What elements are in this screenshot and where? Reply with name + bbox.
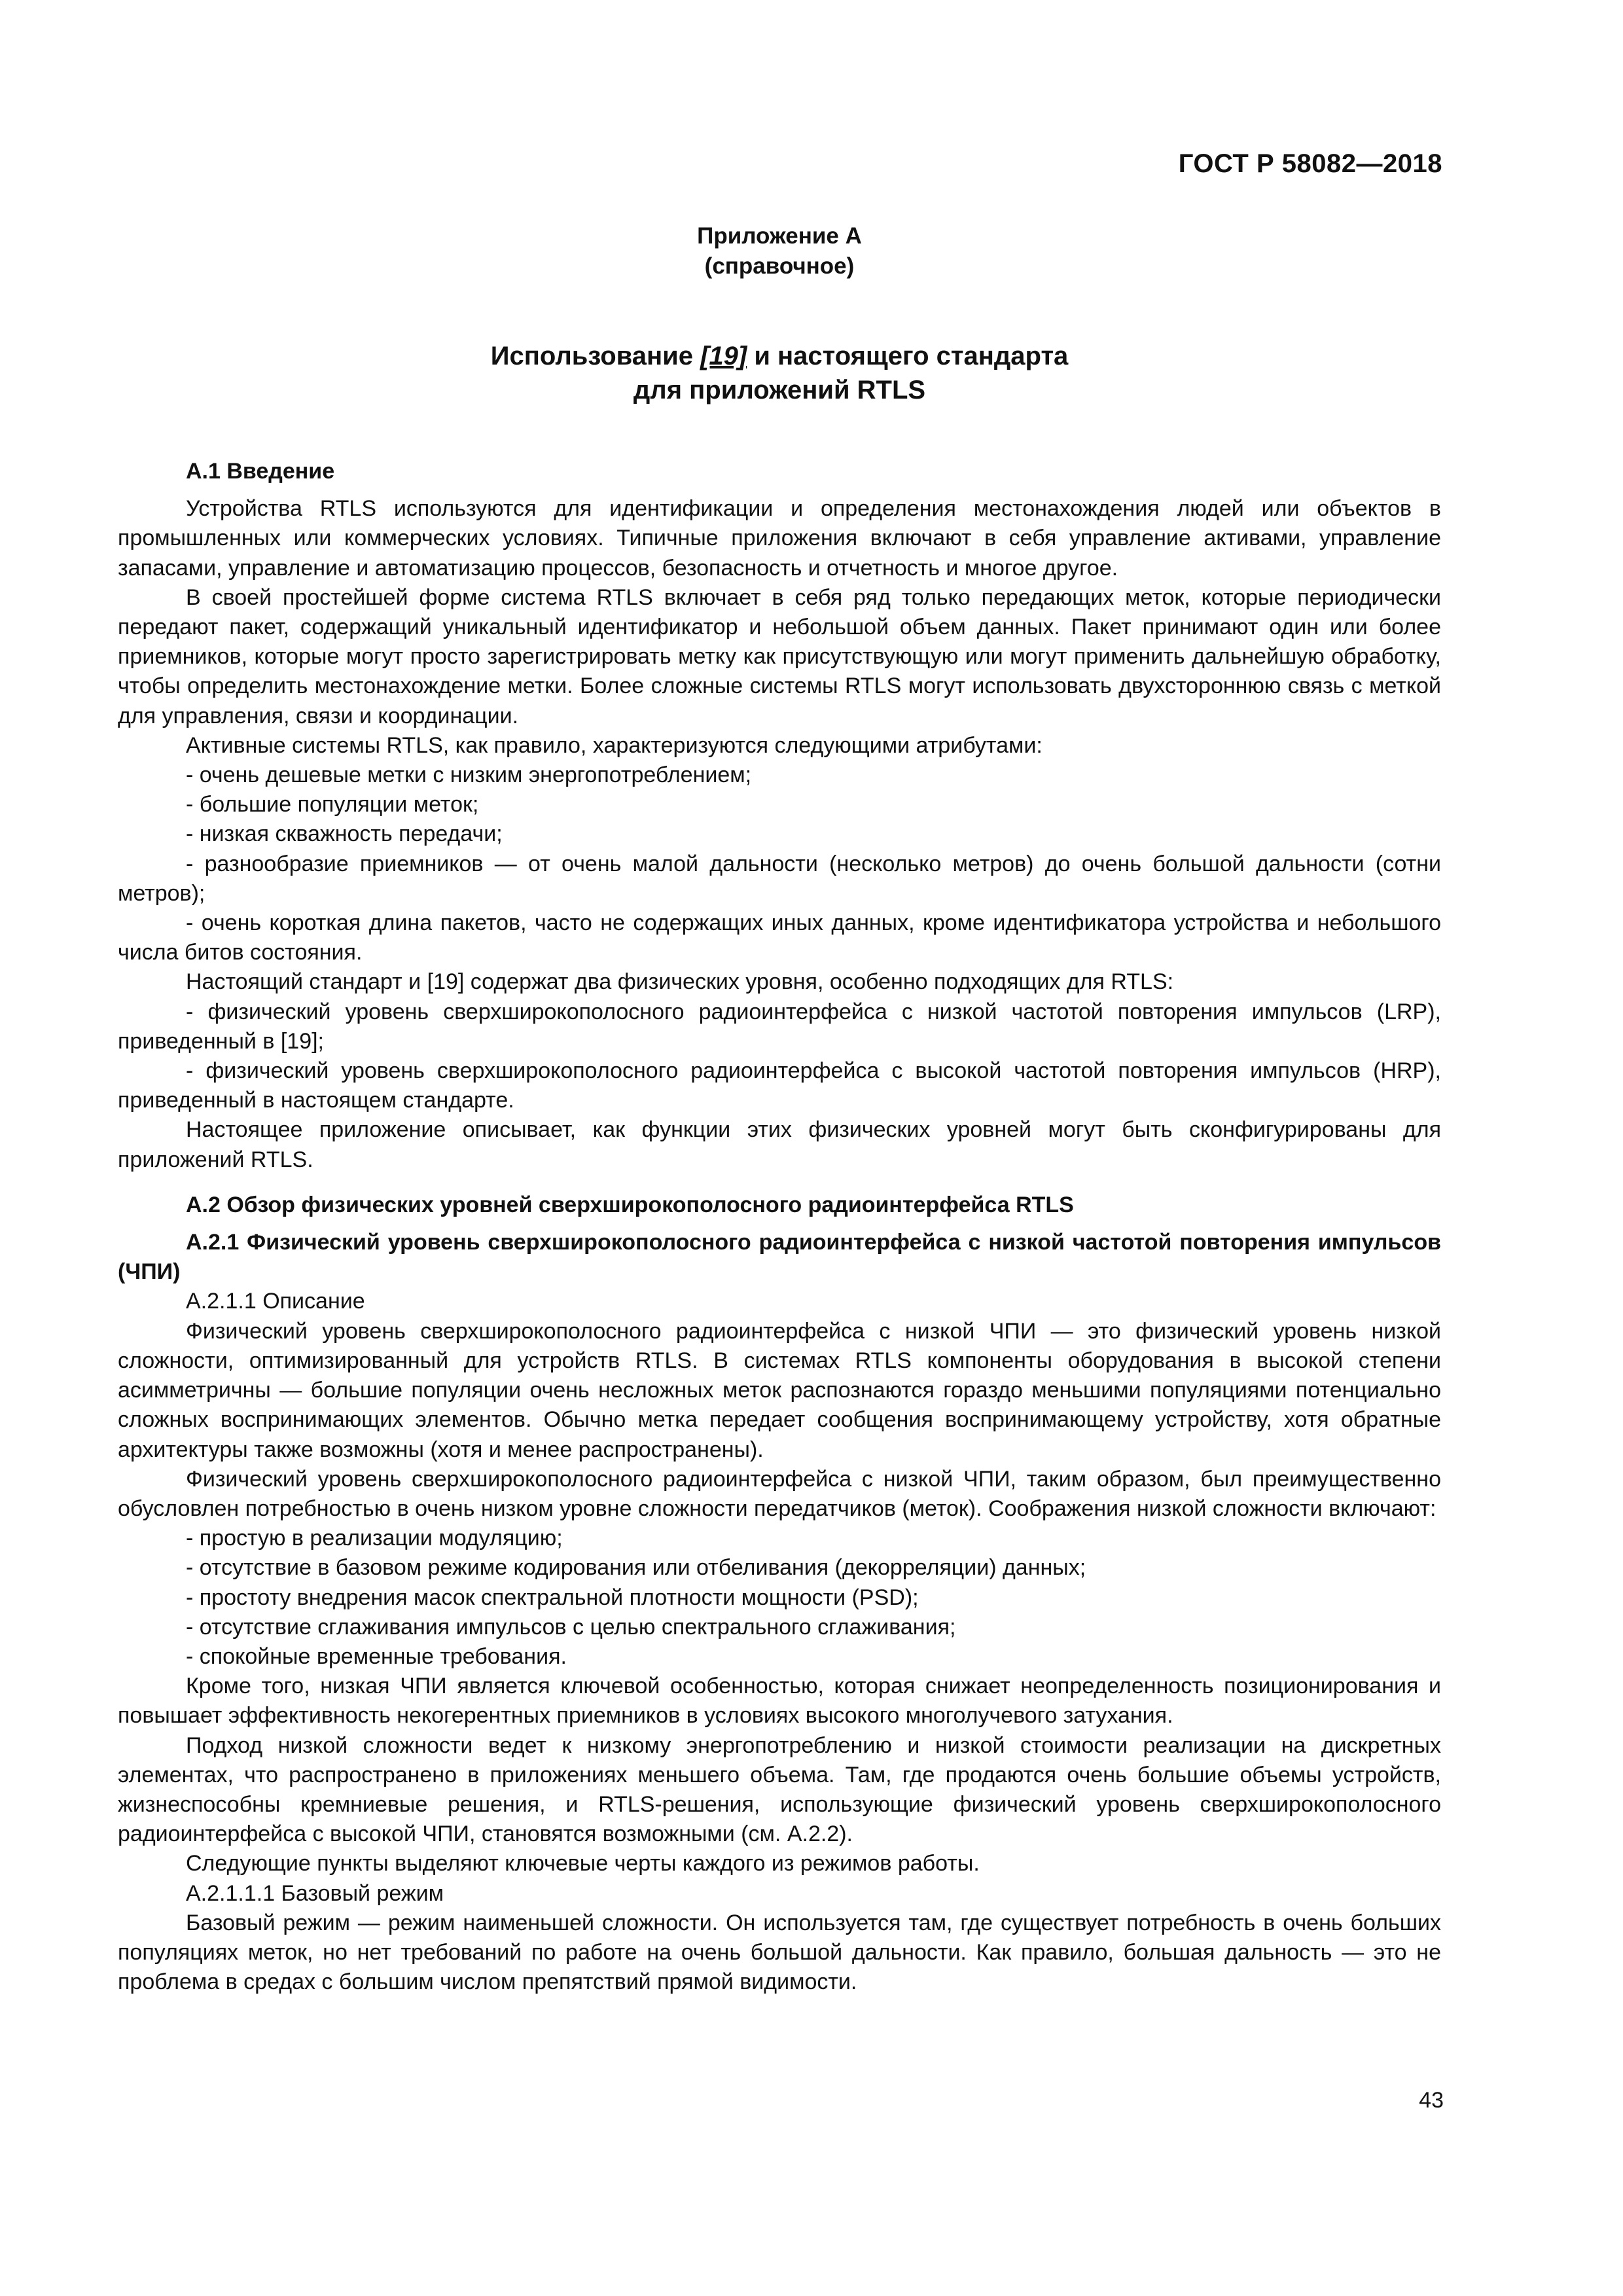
annex-title-text-2: и настоящего стандарта [747, 342, 1069, 370]
standard-code: ГОСТ Р 58082—2018 [1178, 149, 1442, 178]
paragraph: Физический уровень сверхширокополосного радиоинтерфейса с низкой ЧПИ — это физический уровень низкой сложности, оптимизированный для устройств RTLS. В системах RTLS компоненты оборудования в высокой степени асимметричны — большие популяции очень несложных меток распознаются гораздо меньшими популяциями потенциально сложных воспринимающих элементов. Обычно метка передает сообщения воспринимающему устройству, хотя обратные архитектуры также возможны (хотя и менее распространены). [118, 1318, 1441, 1462]
paragraph: Подход низкой сложности ведет к низкому энергопотреблению и низкой стоимости реализации на дискретных элементах, что распространено в приложениях меньшего объема. Там, где продаются очень большие объемы устройств, жизнеспособны кремниевые решения, и RTLS-решения, использующие физический уровень сверхширокополосного радиоинтерфейса с высокой ЧПИ, становятся возможными (см. А.2.2). [118, 1732, 1441, 1847]
list-item: - отсутствие сглаживания импульсов с целью спектрального сглаживания; [186, 1614, 956, 1640]
list-item: - низкая скважность передачи; [186, 821, 503, 847]
paragraph: Активные системы RTLS, как правило, характеризуются следующими атрибутами: [186, 732, 1043, 758]
section-heading-a1: А.1 Введение [186, 459, 335, 484]
list-item: - физический уровень сверхширокополосного радиоинтерфейса с высокой частотой повторения импульсов (HRP), приведенный в настоящем стандарте. [118, 1058, 1441, 1113]
paragraph: Физический уровень сверхширокополосного радиоинтерфейса с низкой ЧПИ, таким образом, был преимущественно обусловлен потребностью в очень низком уровне сложности передатчиков (меток). Соображения низкой сложности включают: [118, 1466, 1441, 1521]
annex-title-reference-link[interactable]: [19] [700, 342, 747, 370]
list-item: - очень короткая длина пакетов, часто не содержащих иных данных, кроме идентификатора устройства и небольшого числа битов состояния. [118, 910, 1441, 965]
paragraph: В своей простейшей форме система RTLS включает в себя ряд только передающих меток, которые периодически передают пакет, содержащий уникальный идентификатор и небольшой объем данных. Пакет принимают один или более приемников, которые могут просто зарегистрировать метку как присутствующую или могут применить дальнейшую обработку, чтобы определить местонахождение метки. Более сложные системы RTLS могут использовать двухстороннюю связь с меткой для управления, связи и координации. [118, 584, 1441, 728]
list-item: - отсутствие в базовом режиме кодирования или отбеливания (декорреляции) данных; [186, 1555, 1086, 1581]
list-item: - простоту внедрения масок спектральной плотности мощности (PSD); [186, 1585, 919, 1610]
annex-title [118, 339, 1441, 407]
annex-title-line-2: для приложений RTLS [633, 376, 926, 404]
list-item: - большие популяции меток; [186, 792, 479, 817]
paragraph: Настоящий стандарт и [19] содержат два физических уровня, особенно подходящих для RTLS: [186, 969, 1174, 995]
list-item: - разнообразие приемников — от очень малой дальности (несколько метров) до очень большой дальности (сотни метров); [118, 851, 1441, 906]
subsection-heading-a211: А.2.1.1 Описание [186, 1289, 365, 1314]
annex-status: (справочное) [704, 253, 855, 279]
subsection-heading-a2111: А.2.1.1.1 Базовый режим [186, 1880, 444, 1906]
annex-title-text-1: Использование [490, 342, 701, 370]
page-number: 43 [1419, 2088, 1444, 2113]
annex-label: Приложение А [697, 223, 862, 249]
paragraph: Настоящее приложение описывает, как функции этих физических уровней могут быть сконфигурированы для приложений RTLS. [118, 1117, 1441, 1172]
list-item: - очень дешевые метки с низким энергопотреблением; [186, 762, 752, 788]
paragraph: Следующие пункты выделяют ключевые черты каждого из режимов работы. [186, 1851, 980, 1876]
list-item: - простую в реализации модуляцию; [186, 1526, 563, 1551]
list-item: - физический уровень сверхширокополосного радиоинтерфейса с низкой частотой повторения импульсов (LRP), приведенный в [19]; [118, 999, 1441, 1054]
paragraph: Кроме того, низкая ЧПИ является ключевой особенностью, которая снижает неопределенность позиционирования и повышает эффективность некогерентных приемников в условиях высокого многолучевого затухания. [118, 1674, 1441, 1729]
page-content [118, 221, 1441, 1997]
section-heading-a21: А.2.1 Физический уровень сверхширокополосного радиоинтерфейса с низкой частотой повторения импульсов (ЧПИ) [118, 1230, 1441, 1285]
paragraph: Устройства RTLS используются для идентификации и определения местонахождения людей или объектов в промышленных или коммерческих условиях. Типичные приложения включают в себя управление активами, управление запасами, управление и автоматизацию процессов, безопасность и отчетность и многое другое. [118, 496, 1441, 581]
section-heading-a2: А.2 Обзор физических уровней сверхширокополосного радиоинтерфейса RTLS [186, 1192, 1074, 1217]
paragraph: Базовый режим — режим наименьшей сложности. Он используется там, где существует потребность в очень больших популяциях меток, но нет требований по работе на очень большой дальности. Как правило, большая дальность — это не проблема в средах с большим числом препятствий прямой видимости. [118, 1910, 1441, 1995]
list-item: - спокойные временные требования. [186, 1643, 567, 1669]
